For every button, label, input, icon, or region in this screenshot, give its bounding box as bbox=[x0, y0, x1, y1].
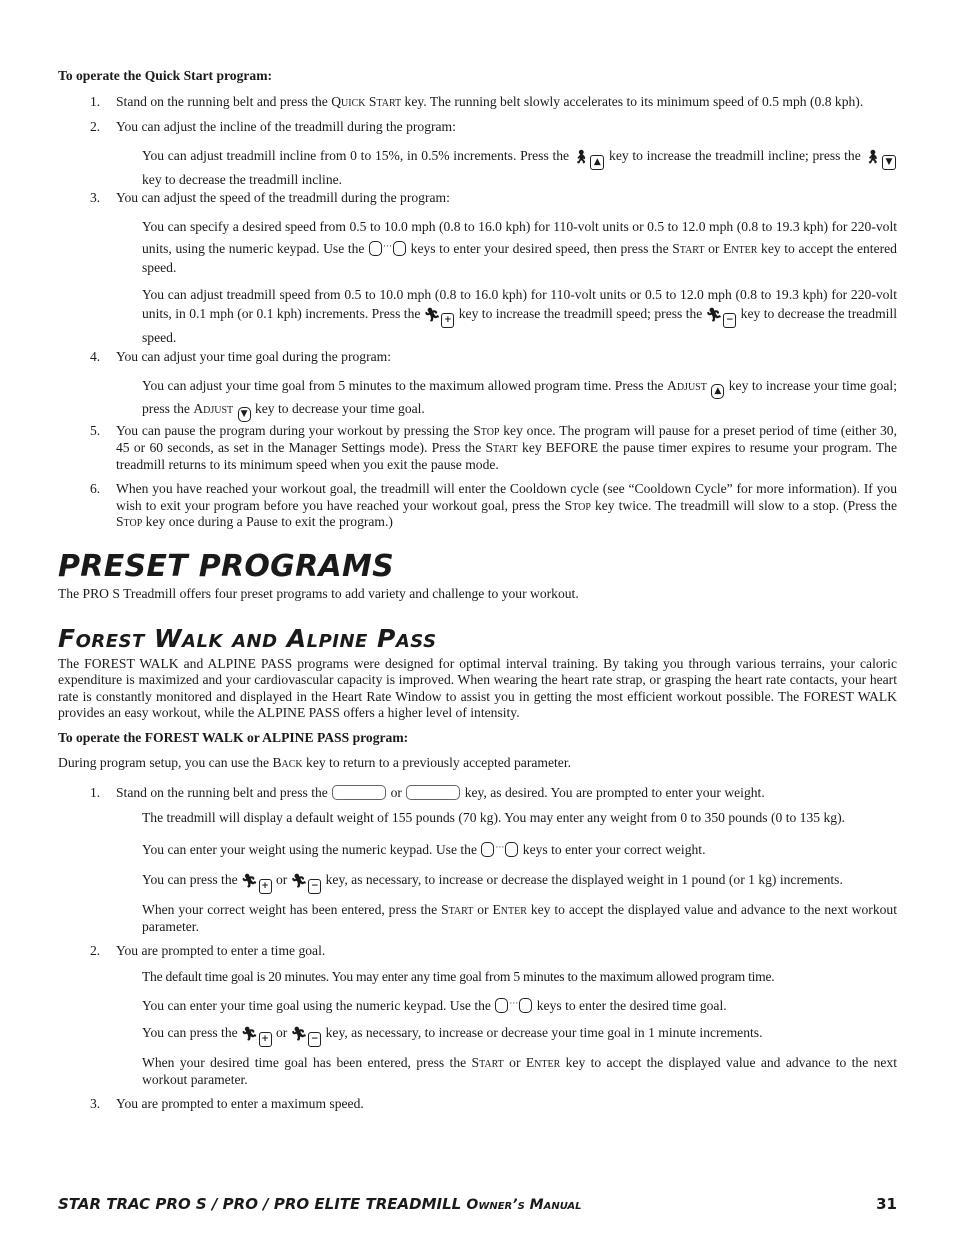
manual-page bbox=[58, 68, 897, 1113]
list-item bbox=[58, 423, 897, 473]
runner-minus-key-icon: 🏃︎ − bbox=[291, 874, 323, 894]
step-number: 5. bbox=[90, 423, 101, 439]
step-detail: The default time goal is 20 minutes. You may enter any time goal from 5 minutes to the maximum allowed program time. bbox=[142, 968, 775, 984]
step-number: 3. bbox=[90, 189, 101, 205]
detail-text-part: key to accept the displayed value and advance to the next workout parameter. bbox=[142, 1054, 898, 1087]
numeric-keys-range-icon: ··· bbox=[368, 241, 407, 256]
step-text-part: key once during a Pause to exit the program.) bbox=[142, 514, 393, 530]
list-item bbox=[58, 943, 897, 1088]
section-title: PRESET PROGRAMS bbox=[58, 549, 395, 585]
detail-text-part: key to decrease your time goal. bbox=[251, 401, 425, 417]
step-text-part: or bbox=[387, 785, 406, 801]
down-arrow-key-icon: ▼ bbox=[238, 407, 251, 422]
setup-note bbox=[58, 755, 897, 772]
detail-text-part: key to decrease the treadmill speed. bbox=[142, 306, 897, 346]
step-text-part: Stand on the running belt and press the bbox=[116, 93, 332, 109]
runner-minus-key-icon: 🏃︎ − bbox=[706, 306, 738, 328]
enter-key-name: Enter bbox=[492, 901, 527, 917]
step-text: You can adjust the speed of the treadmill during the program: bbox=[116, 189, 450, 205]
quick-start-key-name: Quick Start bbox=[331, 93, 402, 109]
walker-up-arrow-key-icon: 🚶︎ ▲ bbox=[573, 148, 606, 170]
enter-key-name: Enter bbox=[723, 240, 758, 256]
detail-text-part: or bbox=[272, 871, 291, 887]
detail-text-part: or bbox=[704, 240, 724, 256]
numeric-keys-range-icon: ··· bbox=[480, 842, 519, 857]
detail-text-part: You can press the bbox=[142, 871, 242, 887]
step-text-part: key BEFORE the pause timer expires to resume your program. The treadmill returns to its minimum speed when you exit the pause mode. bbox=[116, 440, 897, 472]
runner-plus-key-icon: 🏃︎ + bbox=[241, 1027, 273, 1047]
alpine-pass-key-icon bbox=[406, 785, 460, 800]
detail-text-part: keys to enter your desired speed, then press the bbox=[407, 240, 673, 256]
adjust-key-name: Adjust bbox=[667, 378, 707, 394]
list-item bbox=[58, 1096, 897, 1113]
detail-text-part: key to accept the entered speed. bbox=[142, 240, 897, 276]
forest-walk-key-icon bbox=[332, 785, 386, 800]
step-text bbox=[116, 785, 897, 802]
detail-text-part: You can press the bbox=[142, 1024, 242, 1040]
stop-key-name: Stop bbox=[564, 497, 591, 513]
note-text-part: key to return to a previously accepted parameter. bbox=[302, 754, 571, 770]
list-item bbox=[58, 349, 897, 423]
detail-text-part: or bbox=[503, 1054, 526, 1070]
subsection-title: Forest Walk and Alpine Pass bbox=[58, 623, 437, 653]
step-number: 2. bbox=[90, 119, 101, 135]
program-heading: To operate the FOREST WALK or ALPINE PASS program: bbox=[58, 730, 409, 745]
detail-text-part: When your desired time goal has been entered, press the bbox=[142, 1054, 472, 1070]
step-detail bbox=[58, 285, 897, 348]
page-number: 31 bbox=[876, 1195, 897, 1213]
subsection-intro: The FOREST WALK and ALPINE PASS programs were designed for optimal interval training. By taking you through various terrains, your caloric expenditure is maximized and your cardiovascular capacity is improved. When wearing the heart rate strap, or grasping the heart rate contacts, your heart rate is constantly monitored and displayed in the Heart Rate Window to assist you in getting the most efficient workout possible. The FOREST WALK provides an easy workout, while the ALPINE PASS offers a higher level of intensity. bbox=[58, 655, 897, 721]
step-number: 1. bbox=[90, 785, 101, 801]
enter-key-name: Enter bbox=[525, 1054, 561, 1070]
detail-text-part: or bbox=[473, 901, 493, 917]
list-item bbox=[58, 190, 897, 348]
step-text bbox=[116, 481, 897, 531]
back-key-name: Back bbox=[272, 754, 303, 770]
step-text-part: key. The running belt slowly accelerates to its minimum speed of 0.5 mph (0.8 kph). bbox=[401, 93, 864, 109]
step-text: You can adjust the incline of the treadmill during the program: bbox=[116, 119, 456, 135]
step-detail bbox=[58, 872, 897, 894]
step-number: 6. bbox=[90, 481, 101, 497]
step-detail bbox=[58, 839, 897, 859]
detail-text-part: You can enter your weight using the numeric keypad. Use the bbox=[142, 842, 481, 858]
start-key-name: Start bbox=[672, 240, 705, 256]
step-detail bbox=[58, 995, 897, 1015]
runner-plus-key-icon: 🏃︎ + bbox=[424, 306, 456, 328]
step-detail bbox=[58, 1025, 897, 1047]
detail-text-part: key to increase the treadmill incline; press the bbox=[605, 147, 865, 163]
step-detail: The treadmill will display a default weight of 155 pounds (70 kg). You may enter any weight from 0 to 350 pounds (0 to 135 kg). bbox=[142, 809, 845, 825]
runner-plus-key-icon: 🏃︎ + bbox=[241, 874, 273, 894]
detail-text-part: or bbox=[272, 1024, 291, 1040]
detail-text-part: key to increase the treadmill speed; press the bbox=[455, 306, 706, 322]
quick-start-steps bbox=[58, 94, 897, 531]
page-footer bbox=[58, 1196, 897, 1214]
runner-minus-key-icon: 🏃︎ − bbox=[291, 1027, 323, 1047]
start-key-name: Start bbox=[485, 440, 518, 456]
detail-text-part: You can adjust your time goal from 5 minutes to the maximum allowed program time. Press the bbox=[142, 378, 668, 394]
step-detail bbox=[58, 1055, 897, 1088]
stop-key-name: Stop bbox=[116, 514, 143, 530]
list-item bbox=[58, 119, 897, 190]
manual-title: STAR TRAC PRO S / PRO / PRO ELITE TREADMILL bbox=[58, 1195, 467, 1213]
detail-text-part: key, as necessary, to increase or decrease your time goal in 1 minute increments. bbox=[322, 1024, 763, 1040]
step-text-part: key, as desired. You are prompted to enter your weight. bbox=[461, 785, 765, 801]
detail-text-part: keys to enter the desired time goal. bbox=[533, 998, 727, 1014]
detail-text-part: keys to enter your correct weight. bbox=[519, 842, 706, 858]
step-detail bbox=[58, 146, 897, 190]
detail-text-part: You can specify a desired speed from 0.5 to 10.0 mph (0.8 to 16.0 kph) for 110-volt units or 0.5 to 12.0 mph (0.8 to 19.3 kph) for 220-volt units, using the numeric keypad. Use the bbox=[142, 219, 897, 256]
detail-text-part: You can adjust treadmill incline from 0 to 15%, in 0.5% increments. Press the bbox=[142, 147, 573, 163]
walker-down-arrow-key-icon: 🚶︎ ▼ bbox=[864, 148, 897, 170]
step-text: You are prompted to enter a time goal. bbox=[116, 943, 326, 959]
step-detail bbox=[58, 902, 897, 935]
step-detail bbox=[58, 217, 897, 278]
step-text-part: key twice. The treadmill will slow to a stop. (Press the bbox=[590, 497, 898, 513]
quick-start-heading: To operate the Quick Start program: bbox=[58, 68, 273, 83]
step-text-part: When you have reached your workout goal, the treadmill will enter the Cooldown cycle (see “Cooldown Cycle” for more information). If you wish to exit your program before you have reached your workout goal, press the bbox=[116, 481, 897, 513]
detail-text-part: key to increase your time goal; press the bbox=[142, 378, 897, 417]
step-text-part: You can pause the program during your workout by pressing the bbox=[116, 423, 474, 439]
step-text: You can adjust your time goal during the program: bbox=[116, 348, 391, 364]
detail-text-part: When your correct weight has been entered, press the bbox=[142, 901, 442, 917]
step-text: You are prompted to enter a maximum speed. bbox=[116, 1096, 364, 1112]
step-text bbox=[116, 94, 897, 111]
note-text-part: During program setup, you can use the bbox=[58, 754, 273, 770]
detail-text-part: You can enter your time goal using the numeric keypad. Use the bbox=[142, 998, 495, 1014]
list-item bbox=[58, 481, 897, 531]
step-text bbox=[116, 423, 897, 473]
up-arrow-key-icon: ▲ bbox=[711, 384, 724, 399]
step-number: 3. bbox=[90, 1096, 101, 1112]
step-detail bbox=[58, 376, 897, 422]
start-key-name: Start bbox=[441, 901, 474, 917]
step-number: 1. bbox=[90, 93, 101, 109]
list-item bbox=[58, 94, 897, 111]
start-key-name: Start bbox=[471, 1054, 504, 1070]
detail-text-part: You can adjust treadmill speed from 0.5 to 10.0 mph (0.8 to 16.0 kph) for 110-volt units or 0.5 to 12.0 mph (0.8 to 19.3 kph) for 220-volt units, in 0.1 mph (or 0.1 kph) increments. Press the bbox=[142, 286, 897, 322]
step-text-part: Stand on the running belt and press the bbox=[116, 785, 332, 801]
detail-text-part: key, as necessary, to increase or decrease the displayed weight in 1 pound (or 1 kg) increments. bbox=[322, 871, 843, 887]
program-steps bbox=[58, 785, 897, 1113]
stop-key-name: Stop bbox=[473, 423, 500, 439]
detail-text-part: key to accept the displayed value and advance to the next workout parameter. bbox=[142, 901, 897, 934]
step-number: 4. bbox=[90, 348, 101, 364]
list-item bbox=[58, 785, 897, 935]
numeric-keys-range-icon: ··· bbox=[494, 998, 533, 1013]
manual-subtitle: Owner’s Manual bbox=[466, 1197, 582, 1213]
section-intro: The PRO S Treadmill offers four preset programs to add variety and challenge to your workout. bbox=[58, 586, 579, 602]
step-text-part: key once. The program will pause for a preset period of time (either 30, 45 or 60 seconds, as set in the Manager Settings mode). Press the bbox=[116, 423, 897, 456]
step-number: 2. bbox=[90, 943, 101, 959]
detail-text-part: key to decrease the treadmill incline. bbox=[142, 171, 343, 187]
adjust-key-name: Adjust bbox=[193, 401, 234, 417]
